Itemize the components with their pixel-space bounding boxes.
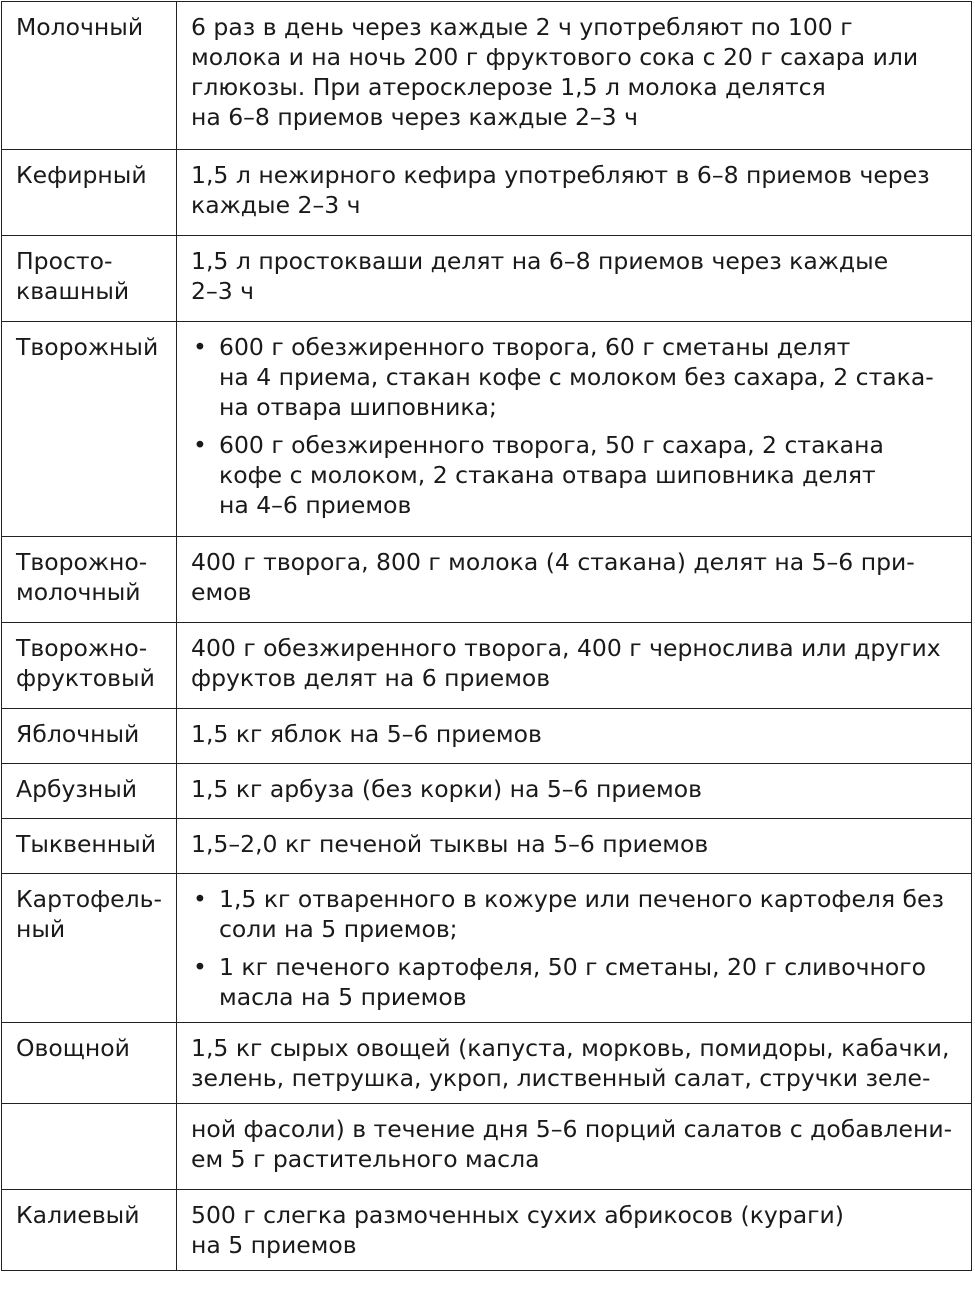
diet-name-cell: [2, 2, 177, 150]
diet-description-cell: [177, 322, 972, 537]
bullet-line: соли на 5 приемов;: [219, 915, 458, 943]
description-line: 400 г творога, 800 г молока (4 стакана) делят на 5–6 при-: [191, 548, 915, 576]
table-row: [2, 2, 972, 150]
diet-name-cell: [2, 1190, 177, 1271]
description-line: 2–3 ч: [191, 277, 255, 305]
diet-name-line: Овощной: [16, 1034, 130, 1062]
diet-name-line: квашный: [16, 277, 130, 305]
description-line: 1,5–2,0 кг печеной тыквы на 5–6 приемов: [191, 830, 709, 858]
description-line: 1,5 кг яблок на 5–6 приемов: [191, 720, 542, 748]
bullet-line: масла на 5 приемов: [219, 983, 467, 1011]
description-line: молока и на ночь 200 г фруктового сока с 20 г сахара или: [191, 43, 919, 71]
bullet-line: на отвара шиповника;: [219, 393, 497, 421]
description-line: глюкозы. При атеросклерозе 1,5 л молока делятся: [191, 73, 826, 101]
table-row: [2, 150, 972, 236]
table-row: [2, 322, 972, 537]
diet-description-cell: [177, 537, 972, 623]
bullet-icon: •: [193, 953, 207, 981]
description-line: 400 г обезжиренного творога, 400 г чернослива или других: [191, 634, 941, 662]
diet-description-cell: [177, 623, 972, 709]
diet-name-cell: [2, 874, 177, 1023]
table-row: [2, 623, 972, 709]
diet-table: [1, 1, 972, 1271]
diet-description-cell: [177, 764, 972, 819]
diet-description-cell: [177, 1190, 972, 1271]
bullet-line: 600 г обезжиренного творога, 60 г сметаны делят: [219, 333, 851, 361]
diet-description-cell: [177, 150, 972, 236]
description-line: ной фасоли) в течение дня 5–6 порций салатов с добавлени-: [191, 1115, 953, 1143]
diet-description-cell: [177, 874, 972, 1023]
diet-name-cell: [2, 1104, 177, 1190]
table-row: [2, 1190, 972, 1271]
diet-name-line: Молочный: [16, 13, 144, 41]
description-line: 1,5 л простокваши делят на 6–8 приемов через каждые: [191, 247, 889, 275]
description-line: на 5 приемов: [191, 1231, 357, 1259]
description-line: 1,5 кг сырых овощей (капуста, морковь, помидоры, кабачки,: [191, 1034, 950, 1062]
diet-description-cell: [177, 1104, 972, 1190]
diet-name-line: Калиевый: [16, 1201, 140, 1229]
diet-name-line: Картофель-: [16, 885, 162, 913]
description-line: ем 5 г растительного масла: [191, 1145, 540, 1173]
bullet-item: [191, 884, 959, 944]
diet-name-line: Арбузный: [16, 775, 138, 803]
diet-description-cell: [177, 2, 972, 150]
description-line: емов: [191, 578, 252, 606]
diet-name-cell: [2, 322, 177, 537]
bullet-item: [191, 430, 959, 520]
bullet-icon: •: [193, 885, 207, 913]
diet-name-line: ный: [16, 915, 66, 943]
description-line: каждые 2–3 ч: [191, 191, 361, 219]
diet-name-cell: [2, 150, 177, 236]
diet-name-line: Творожно-: [16, 634, 148, 662]
table-row: [2, 236, 972, 322]
diet-description-cell: [177, 236, 972, 322]
bullet-line: кофе с молоком, 2 стакана отвара шиповника делят: [219, 461, 876, 489]
diet-name-line: Яблочный: [16, 720, 140, 748]
diet-name-line: Тыквенный: [16, 830, 156, 858]
bullet-line: 1 кг печеного картофеля, 50 г сметаны, 20 г сливочного: [219, 953, 926, 981]
diet-name-cell: [2, 1023, 177, 1104]
table-row: [2, 874, 972, 1023]
diet-name-cell: [2, 623, 177, 709]
diet-description-cell: [177, 1023, 972, 1104]
diet-name-line: Кефирный: [16, 161, 147, 189]
diet-name-cell: [2, 764, 177, 819]
diet-name-cell: [2, 236, 177, 322]
bullet-line: 600 г обезжиренного творога, 50 г сахара, 2 стакана: [219, 431, 884, 459]
description-line: фруктов делят на 6 приемов: [191, 664, 551, 692]
description-line: 500 г слегка размоченных сухих абрикосов (кураги): [191, 1201, 844, 1229]
description-line: 6 раз в день через каждые 2 ч употребляют по 100 г: [191, 13, 853, 41]
diet-name-cell: [2, 819, 177, 874]
diet-name-line: фруктовый: [16, 664, 155, 692]
diet-table-body: [2, 2, 972, 1271]
bullet-item: [191, 332, 959, 422]
diet-name-cell: [2, 709, 177, 764]
diet-name-line: молочный: [16, 578, 141, 606]
diet-description-cell: [177, 709, 972, 764]
table-row: [2, 1023, 972, 1104]
description-line: на 6–8 приемов через каждые 2–3 ч: [191, 103, 638, 131]
bullet-icon: •: [193, 333, 207, 361]
bullet-icon: •: [193, 431, 207, 459]
diet-name-line: Просто-: [16, 247, 113, 275]
table-row: [2, 537, 972, 623]
diet-name-line: Творожно-: [16, 548, 148, 576]
diet-name-cell: [2, 537, 177, 623]
bullet-item: [191, 952, 959, 1012]
table-row: [2, 1104, 972, 1190]
bullet-line: на 4 приема, стакан кофе с молоком без сахара, 2 стака-: [219, 363, 934, 391]
bullet-line: на 4–6 приемов: [219, 491, 412, 519]
description-line: 1,5 кг арбуза (без корки) на 5–6 приемов: [191, 775, 702, 803]
description-line: зелень, петрушка, укроп, лиственный салат, стручки зеле-: [191, 1064, 931, 1092]
table-row: [2, 764, 972, 819]
table-row: [2, 709, 972, 764]
description-line: 1,5 л нежирного кефира употребляют в 6–8 приемов через: [191, 161, 930, 189]
table-row: [2, 819, 972, 874]
diet-description-cell: [177, 819, 972, 874]
bullet-line: 1,5 кг отваренного в кожуре или печеного картофеля без: [219, 885, 945, 913]
diet-name-line: Творожный: [16, 333, 159, 361]
